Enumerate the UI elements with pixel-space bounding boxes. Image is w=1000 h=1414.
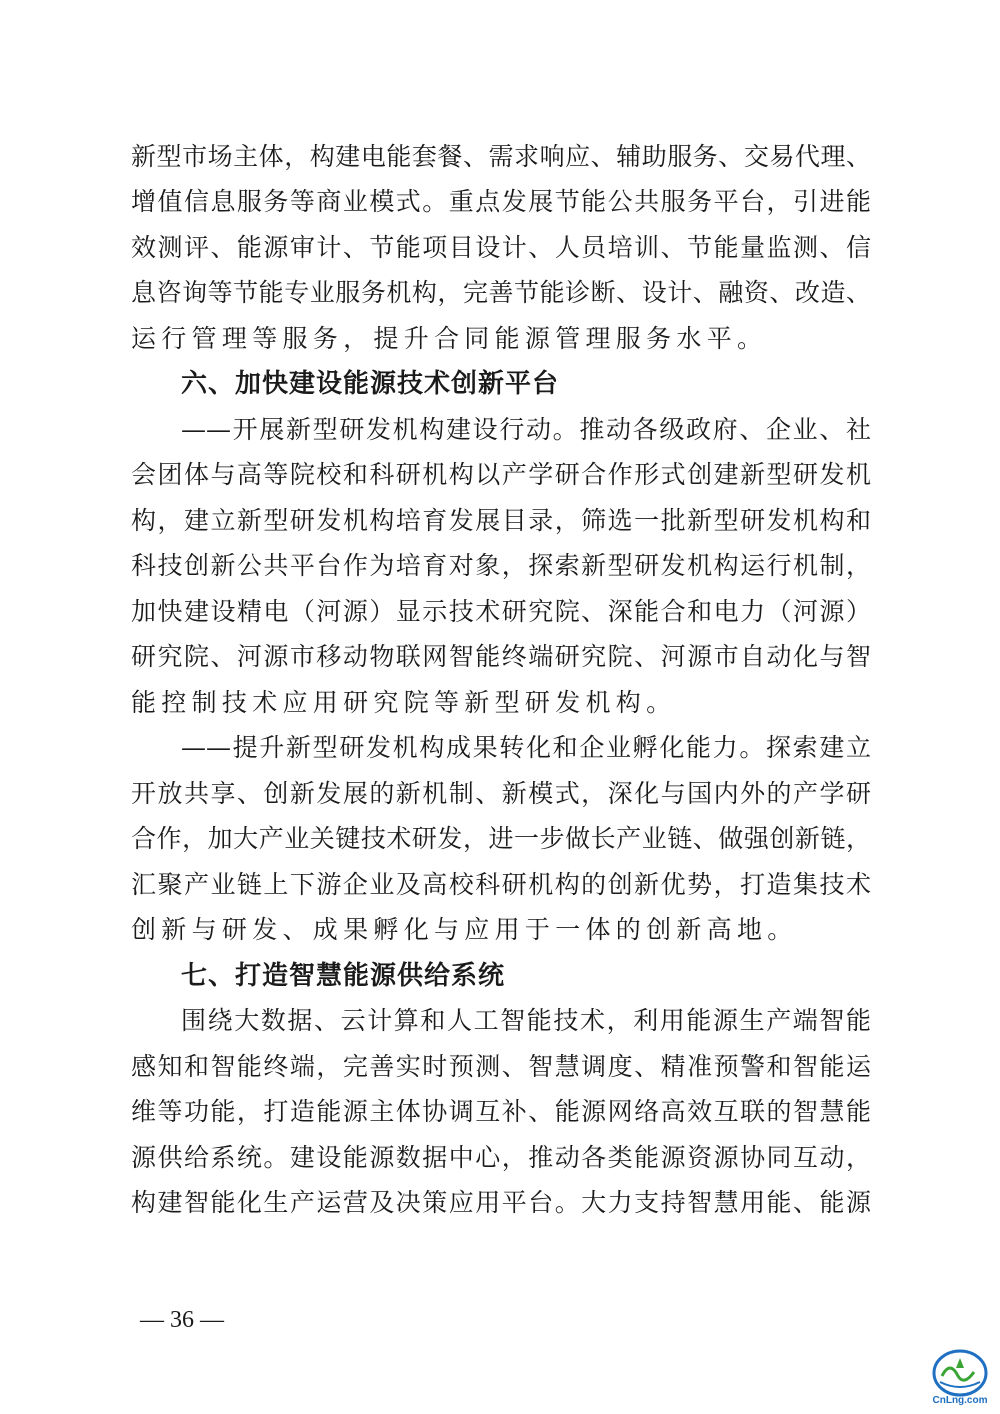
text-line: 新型市场主体，构建电能套餐、需求响应、辅助服务、交易代理、 (131, 142, 871, 171)
text-line: 能控制技术应用研究院等新型研发机构。 (131, 688, 677, 717)
text-line: 效测评、能源审计、节能项目设计、人员培训、节能量监测、信 (131, 233, 871, 262)
text-line: 感知和智能终端，完善实时预测、智慧调度、精准预警和智能运 (131, 1052, 871, 1081)
text-line: 围绕大数据、云计算和人工智能技术，利用能源生产端智能 (181, 1006, 871, 1035)
text-line: 研究院、河源市移动物联网智能终端研究院、河源市自动化与智 (131, 642, 871, 671)
text-line: 运行管理等服务，提升合同能源管理服务水平。 (131, 324, 768, 353)
text-line: 合作，加大产业关键技术研发，进一步做长产业链、做强创新链， (131, 824, 871, 853)
text-line: 加快建设精电（河源）显示技术研究院、深能合和电力（河源） (131, 597, 871, 626)
text-line: 会团体与高等院校和科研机构以产学研合作形式创建新型研发机 (131, 460, 871, 489)
section-heading-7: 七、打造智慧能源供给系统 (181, 961, 506, 991)
text-line: 科技创新公共平台作为培育对象，探索新型研发机构运行机制， (131, 551, 871, 580)
svg-text:CnLng.com: CnLng.com (932, 1395, 988, 1406)
text-line: 增值信息服务等商业模式。重点发展节能公共服务平台，引进能 (131, 187, 871, 216)
text-line: 创新与研发、成果孵化与应用于一体的创新高地。 (131, 915, 798, 944)
text-line: ——提升新型研发机构成果转化和企业孵化能力。探索建立 (181, 733, 871, 762)
page-number: — 36 — (140, 1307, 224, 1333)
section-heading-6: 六、加快建设能源技术创新平台 (181, 369, 560, 399)
text-line: 汇聚产业链上下游企业及高校科研机构的创新优势，打造集技术 (131, 870, 871, 899)
text-line: 构，建立新型研发机构培育发展目录，筛选一批新型研发机构和 (131, 506, 871, 535)
text-line: 息咨询等节能专业服务机构，完善节能诊断、设计、融资、改造、 (131, 278, 871, 307)
text-line: 构建智能化生产运营及决策应用平台。大力支持智慧用能、能源 (131, 1188, 871, 1217)
text-line: 开放共享、创新发展的新机制、新模式，深化与国内外的产学研 (131, 779, 871, 808)
cnlng-logo-icon (928, 1346, 992, 1406)
text-line: 维等功能，打造能源主体协调互补、能源网络高效互联的智慧能 (131, 1097, 871, 1126)
text-line: ——开展新型研发机构建设行动。推动各级政府、企业、社 (181, 415, 871, 444)
text-line: 源供给系统。建设能源数据中心，推动各类能源资源协同互动， (131, 1143, 871, 1172)
